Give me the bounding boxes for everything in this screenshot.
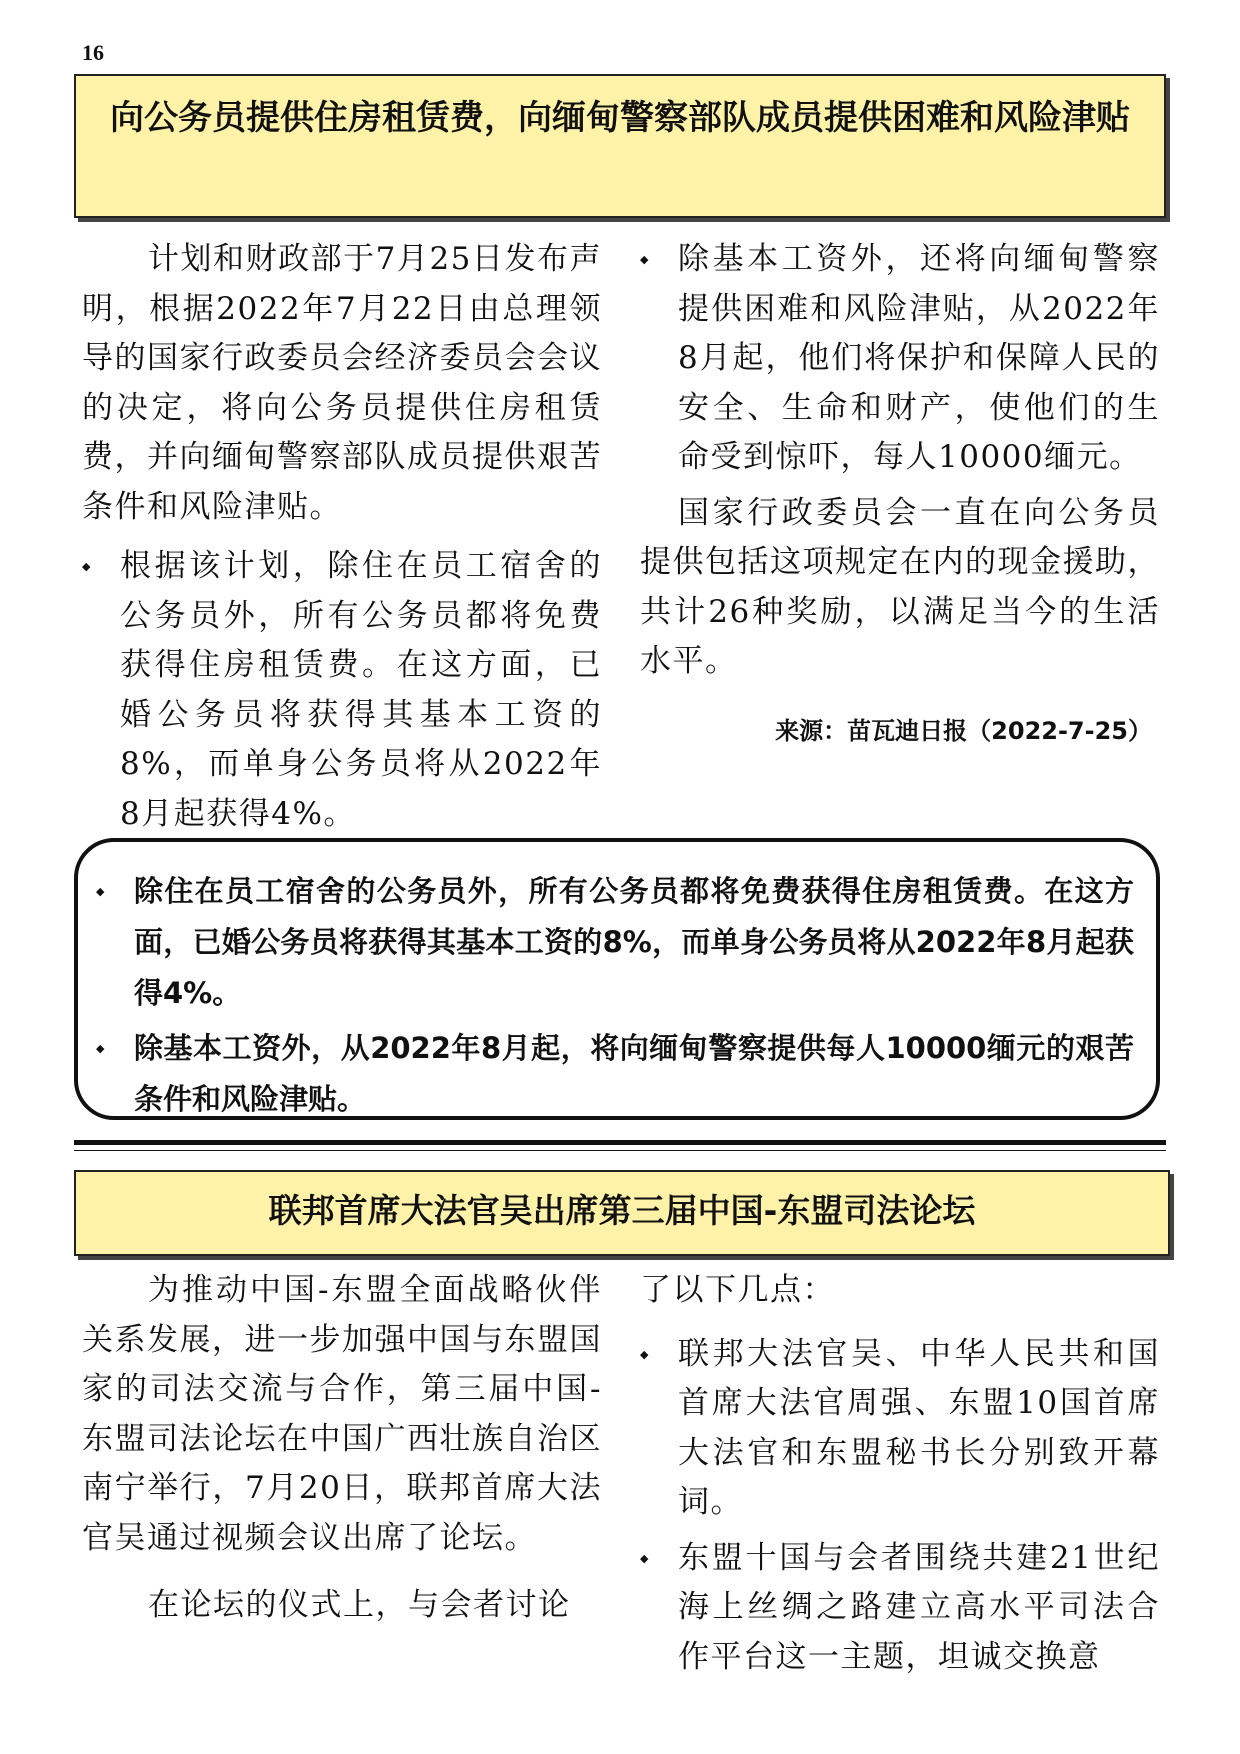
article-1-paragraph: 国家行政委员会一直在向公务员提供包括这项规定在内的现金援助，共计26种奖励，以满足当今的生活水平。 bbox=[640, 494, 1160, 679]
article-2-left-column bbox=[82, 1266, 602, 1631]
article-1-left-column bbox=[82, 235, 602, 839]
article-1-title: 向公务员提供住房租赁费，向缅甸警察部队成员提供困难和风险津贴 bbox=[74, 74, 1166, 218]
article-2-bullet: ◆ 联邦大法官吴、中华人民共和国首席大法官周强、东盟10国首席大法官和东盟秘书长分别致开幕词。 bbox=[640, 1330, 1160, 1528]
article-1-paragraph: 计划和财政部于7月25日发布声明，根据2022年7月22日由总理领导的国家行政委员会经济委员会会议的决定，将向公务员提供住房租赁费，并向缅甸警察部队成员提供艰苦条件和风险津贴。 bbox=[82, 241, 602, 525]
article-2-title: 联邦首席大法官吴出席第三届中国-东盟司法论坛 bbox=[74, 1170, 1170, 1256]
summary-bullet: ◆ 除住在员工宿舍的公务员外，所有公务员都将免费获得住房租赁费。在这方面，已婚公务员将获得其基本工资的8%，而单身公务员将从2022年8月起获得4%。 bbox=[96, 866, 1134, 1019]
article-2-right-column bbox=[640, 1266, 1160, 1682]
article-1-bullet: ◆ 根据该计划，除住在员工宿舍的公务员外，所有公务员都将免费获得住房租赁费。在这方面，已婚公务员将获得其基本工资的8%，而单身公务员将从2022年8月起获得4%。 bbox=[82, 542, 602, 839]
article-1-source: 来源：苗瓦迪日报（2022-7-25） bbox=[775, 716, 1152, 745]
article-2-paragraph: 了以下几点： bbox=[640, 1272, 835, 1308]
section-divider-thin bbox=[74, 1150, 1166, 1151]
summary-box bbox=[74, 838, 1160, 1120]
article-2-paragraph: 为推动中国-东盟全面战略伙伴关系发展，进一步加强中国与东盟国家的司法交流与合作，第三届中国-东盟司法论坛在中国广西壮族自治区南宁举行，7月20日，联邦首席大法官吴通过视频会议出席了论坛。 bbox=[82, 1272, 602, 1556]
article-2-paragraph: 在论坛的仪式上，与会者讨论 bbox=[148, 1587, 571, 1623]
page-number: 16 bbox=[82, 40, 104, 65]
summary-bullet: ◆ 除基本工资外，从2022年8月起，将向缅甸警察提供每人10000缅元的艰苦条件和风险津贴。 bbox=[96, 1023, 1134, 1125]
article-1-bullet: ◆ 除基本工资外，还将向缅甸警察提供困难和风险津贴，从2022年8月起，他们将保护和保障人民的安全、生命和财产，使他们的生命受到惊吓，每人10000缅元。 bbox=[640, 235, 1160, 483]
section-divider-thick bbox=[74, 1140, 1166, 1145]
article-1-right-column bbox=[640, 235, 1160, 756]
article-2-bullet: ◆ 东盟十国与会者围绕共建21世纪海上丝绸之路建立高水平司法合作平台这一主题，坦诚交换意 bbox=[640, 1534, 1160, 1683]
